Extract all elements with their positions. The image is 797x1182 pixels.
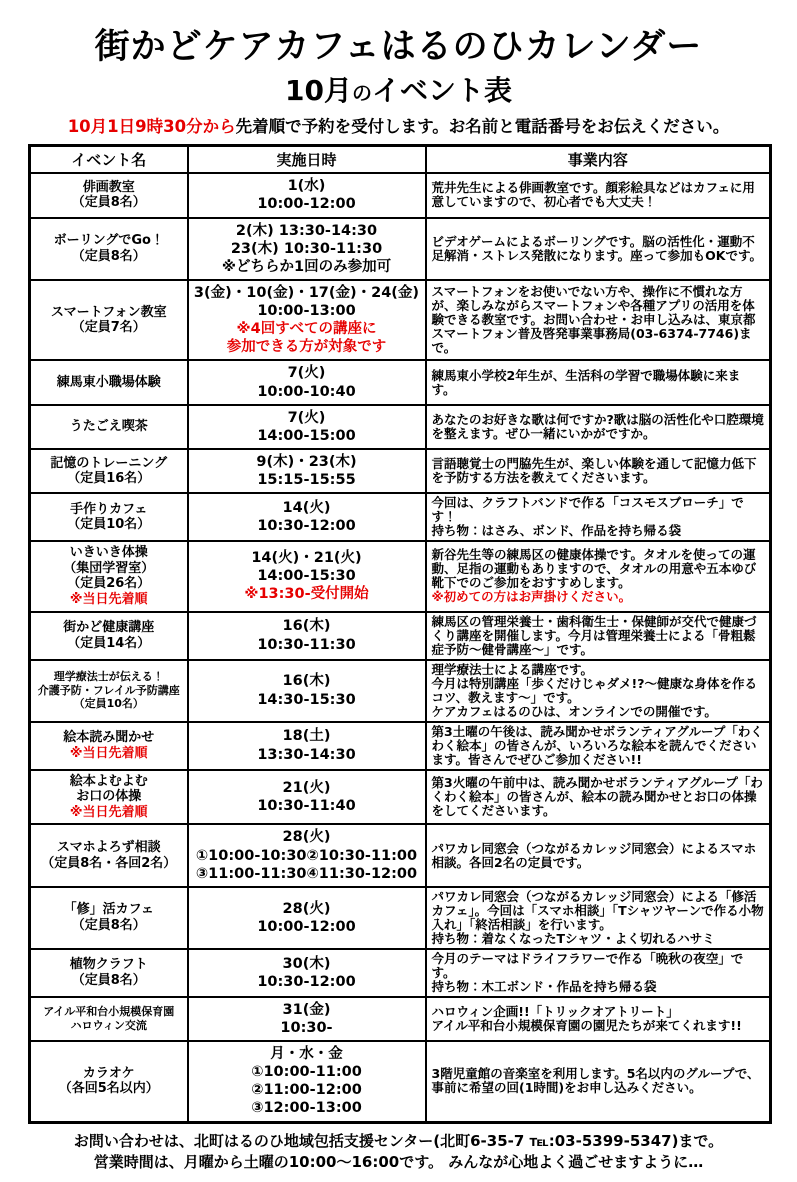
cell-line: 練馬区の管理栄養士・歯科衛生士・保健師が交代で健康づくり講座を開催します。今月は管理栄養士による「骨粗鬆症予防～健骨講座～」です。 (431, 613, 757, 657)
cell-line: 23(木) 10:30-11:30 (230, 240, 383, 257)
cell-line: カラオケ (82, 1065, 135, 1081)
cell-line: 14(火)・21(火) (251, 550, 362, 567)
cell-line: 10:30-11:30 (257, 636, 356, 653)
cell-line: 15:15-15:55 (257, 472, 356, 489)
schedule-cell (188, 722, 426, 770)
cell-line: （定員14名） (67, 635, 151, 651)
page-subtitle (28, 74, 769, 108)
table-row (30, 660, 771, 722)
footer-contact: お問い合わせは、北町はるのひ地域包括支援センター(北町6-35-7 ℡:03-5399-5347)まで。 (73, 1131, 724, 1150)
cell-line: 14:30-15:30 (257, 691, 356, 708)
cell-line: ①10:00-11:00 (251, 1064, 362, 1081)
cell-line: ケアカフェはるのひは、オンラインでの開催です。 (431, 703, 717, 719)
cell-line: （定員8名・各回2名） (41, 855, 177, 871)
cell-line: 31(金) (282, 1001, 331, 1018)
description-cell (426, 722, 771, 770)
cell-line: 今回は、クラフトバンドで作る「コスモスブローチ」です！ (431, 495, 744, 525)
cell-line: 10:00-13:00 (257, 303, 356, 320)
cell-line: 18(土) (282, 728, 331, 745)
cell-line: （定員26名） (67, 576, 151, 592)
cell-line: 第3土曜の午後は、読み聞かせボランティアグループ「わくわく絵本」の皆さんが、いろいろな絵本を読んでくださいます。皆さんでぜひご参加ください!! (431, 723, 763, 767)
schedule-cell (188, 360, 426, 404)
header-event-name: イベント名 (30, 146, 188, 174)
table-row (30, 541, 771, 611)
cell-line: 10:00-10:40 (257, 383, 356, 400)
cell-line: 10:30- (280, 1019, 333, 1036)
cell-line: 絵本よむよむ (69, 773, 148, 789)
page-title: 街かどケアカフェはるのひカレンダー (94, 27, 703, 67)
event-table (28, 144, 772, 1123)
cell-line: 新谷先生等の練馬区の健康体操です。タオルを使っての運動、足指の運動もありますので、タオルの用意や五本ゆび靴下でのご参加をおすすめします。 (431, 547, 757, 591)
notice-body: 先着順で予約を受付します。お名前と電話番号をお伝えください。 (235, 117, 730, 137)
schedule-cell (188, 405, 426, 449)
schedule-cell (188, 824, 426, 886)
schedule-cell (188, 612, 426, 660)
description-cell (426, 887, 771, 949)
event-name-cell (30, 660, 188, 722)
cell-line: 13:30-14:30 (257, 746, 356, 763)
cell-line: ※4回すべての講座に (236, 321, 377, 338)
cell-line: 俳画教室 (82, 179, 135, 195)
description-cell (426, 218, 771, 280)
event-name-cell (30, 612, 188, 660)
event-name-cell (30, 887, 188, 949)
cell-line: （定員10名） (67, 517, 151, 533)
table-row (30, 722, 771, 770)
cell-line: ※当日先着順 (69, 745, 148, 761)
header-schedule: 実施日時 (188, 146, 426, 174)
cell-line: お口の体操 (76, 789, 142, 805)
cell-line: 「修」活カフェ (63, 902, 154, 918)
description-cell (426, 770, 771, 825)
schedule-cell (188, 1041, 426, 1122)
cell-line: 今月は特別講座「歩くだけじゃダメ!?～健康な身体を作るコツ、教えます～」です。 (431, 675, 757, 705)
cell-line: 荒井先生による俳画教室です。顔彩絵具などはカフェに用意していますので、初心者でも大丈夫！ (431, 180, 755, 210)
cell-line: 手作りカフェ (70, 501, 148, 517)
event-table-body (30, 173, 771, 1122)
cell-line: ※当日先着順 (69, 592, 148, 607)
cell-line: （定員8名） (71, 248, 146, 264)
cell-line: スマホよろず相談 (56, 839, 161, 855)
description-cell (426, 173, 771, 217)
cell-line: ハロウィン企画!!「トリックオアトリート」 (431, 1003, 679, 1019)
description-cell (426, 824, 771, 886)
event-name-cell (30, 493, 188, 541)
cell-line: 絵本読み聞かせ (63, 730, 155, 745)
cell-line: 28(火) (282, 829, 331, 846)
cell-line: 記憶のトレーニング (50, 455, 168, 471)
description-cell (426, 493, 771, 541)
cell-line: いきいき体操 (69, 545, 148, 561)
description-cell (426, 660, 771, 722)
schedule-cell (188, 218, 426, 280)
schedule-cell (188, 887, 426, 949)
schedule-cell (188, 997, 426, 1041)
event-name-cell (30, 1041, 188, 1122)
description-cell (426, 360, 771, 404)
event-name-cell (30, 173, 188, 217)
cell-line: 7(火) (287, 409, 326, 426)
footer-hours: 営業時間は、月曜から土曜の10:00～16:00です。 みんなが心地よく過ごせますように… (93, 1153, 704, 1172)
cell-line: ハロウィン交流 (70, 1018, 147, 1032)
cell-line: 理学療法士による講座です。 (431, 661, 594, 677)
cell-line: 3(金)・10(金)・17(金)・24(金) (193, 284, 420, 301)
table-row (30, 360, 771, 404)
event-name-cell (30, 997, 188, 1041)
cell-line: 介護予防・フレイル予防講座 (37, 683, 180, 697)
event-name-cell (30, 405, 188, 449)
table-row (30, 612, 771, 660)
cell-line: 2(木) 13:30-14:30 (235, 222, 378, 239)
table-header-row (30, 146, 771, 174)
cell-line: あなたのお好きな歌は何ですか?歌は脳の活性化や口腔環境を整えます。ぜひ一緒にいかがですか。 (431, 411, 764, 441)
cell-line: 14(火) (282, 500, 331, 517)
cell-line: 30(木) (282, 955, 331, 972)
cell-line: 言語聴覚士の門脇先生が、楽しい体験を通して記憶力低下を予防する方法を教えてくださいます。 (431, 456, 757, 486)
cell-line: （定員16名） (67, 471, 151, 487)
table-row (30, 1041, 771, 1122)
cell-line: 10:30-12:00 (257, 973, 356, 990)
cell-line: 持ち物：木工ボンド・作品を持ち帰る袋 (431, 978, 657, 994)
cell-line: 持ち物：着なくなったTシャツ・よく切れるハサミ (431, 930, 715, 946)
cell-line: 10:30-11:40 (257, 797, 356, 814)
schedule-cell (188, 660, 426, 722)
cell-line: 10:00-12:00 (257, 918, 356, 935)
cell-line: 練馬東小職場体験 (56, 374, 161, 390)
subtitle-rest: イベント表 (371, 73, 512, 107)
cell-line: ※当日先着順 (69, 804, 148, 820)
cell-line: 1(水) (287, 178, 326, 195)
description-cell (426, 1041, 771, 1122)
cell-line: 3階児童館の音楽室を利用します。5名以内のグループで、事前に希望の回(1時間)をお申し込みください。 (431, 1066, 760, 1096)
cell-line: ③11:00-11:30④11:30-12:00 (195, 865, 418, 882)
cell-line: ②11:00-12:00 (251, 1082, 362, 1099)
cell-line: 参加できる方が対象です (226, 339, 387, 356)
event-name-cell (30, 280, 188, 361)
schedule-cell (188, 173, 426, 217)
event-name-cell (30, 949, 188, 997)
description-cell (426, 949, 771, 997)
cell-line: （定員10名） (73, 697, 144, 711)
event-name-cell (30, 360, 188, 404)
description-cell (426, 449, 771, 493)
table-row (30, 824, 771, 886)
subtitle-particle: の (351, 80, 372, 105)
description-cell (426, 405, 771, 449)
cell-line: スマートフォン教室 (50, 304, 167, 320)
cell-line: ※どちらか1回のみ参加可 (221, 258, 392, 275)
cell-line: 今月のテーマはドライフラワーで作る「晩秋の夜空」です。 (431, 950, 744, 980)
table-row (30, 887, 771, 949)
schedule-cell (188, 949, 426, 997)
table-row (30, 949, 771, 997)
table-row (30, 405, 771, 449)
cell-line: 練馬東小学校2年生が、生活科の学習で職場体験に来ます。 (431, 367, 741, 397)
event-name-cell (30, 449, 188, 493)
cell-line: うたごえ喫茶 (69, 419, 148, 435)
cell-line: ボーリングでGo！ (53, 233, 164, 249)
table-row (30, 173, 771, 217)
event-name-cell (30, 770, 188, 825)
cell-line: 16(木) (282, 618, 331, 635)
table-row (30, 218, 771, 280)
cell-line: 14:00-15:00 (257, 427, 356, 444)
cell-line: （定員7名） (71, 320, 146, 336)
description-cell (426, 541, 771, 611)
schedule-cell (188, 449, 426, 493)
cell-line: 植物クラフト (69, 957, 148, 973)
event-name-cell (30, 541, 188, 611)
cell-line: （集団学習室） (63, 560, 155, 576)
cell-line: 14:00-15:30 (257, 568, 356, 585)
cell-line: パワカレ同窓会（つながるカレッジ同窓会）によるスマホ相談。各回2名の定員です。 (431, 840, 757, 870)
cell-line: 持ち物：はさみ、ボンド、作品を持ち帰る袋 (431, 523, 682, 539)
schedule-cell (188, 493, 426, 541)
subtitle-month: 10月 (285, 73, 352, 107)
cell-line: 理学療法士が伝える！ (53, 669, 164, 683)
cell-line: （定員8名） (71, 195, 146, 211)
schedule-cell (188, 280, 426, 361)
schedule-cell (188, 541, 426, 611)
cell-line: パワカレ同窓会（つながるカレッジ同窓会）による「修活カフェ」。今回は「スマホ相談」「Tシャツヤーンで作る小物入れ」「終活相談」を行います。 (431, 888, 764, 932)
table-row (30, 493, 771, 541)
cell-line: （定員8名） (71, 972, 146, 988)
cell-line: ※13:30-受付開始 (244, 586, 369, 603)
cell-line: アイル平和台小規模保育園 (43, 1005, 175, 1019)
schedule-cell (188, 770, 426, 825)
table-row (30, 997, 771, 1041)
notice-highlight: 10月1日9時30分から (67, 117, 236, 137)
cell-line: 28(火) (282, 900, 331, 917)
cell-line: 7(火) (287, 365, 326, 382)
cell-line: （各回5名以内） (58, 1081, 159, 1097)
cell-line: 21(火) (282, 779, 331, 796)
cell-line: 10:30-12:00 (257, 518, 356, 535)
table-row (30, 280, 771, 361)
description-cell (426, 997, 771, 1041)
cell-line: 月・水・金 (270, 1046, 343, 1062)
cell-line: 9(木)・23(木) (256, 453, 357, 470)
table-row (30, 770, 771, 825)
cell-line: スマートフォンをお使いでない方や、操作に不慣れな方が、楽しみながらスマートフォンや各種アプリの活用を体験できる教室です。お問い合わせ・お申し込みは、東京都スマートフォン普及啓発事業事務局(03-6374-7746)まで。 (431, 284, 756, 356)
cell-line: ①10:00-10:30②10:30-11:00 (195, 847, 418, 864)
header-description: 事業内容 (426, 146, 771, 174)
cell-line: ③12:00-13:00 (251, 1100, 362, 1117)
table-row (30, 449, 771, 493)
description-cell (426, 280, 771, 361)
event-name-cell (30, 824, 188, 886)
event-name-cell (30, 218, 188, 280)
cell-line: ビデオゲームによるボーリングです。脳の活性化・運動不足解消・ストレス発散になります。座って参加もOKです。 (431, 233, 762, 263)
cell-line: ※初めての方はお声掛けください。 (431, 589, 632, 605)
cell-line: 街かど健康講座 (63, 620, 155, 635)
reservation-notice (28, 113, 769, 137)
page-footer (28, 1131, 769, 1175)
cell-line: （定員8名） (71, 917, 146, 933)
cell-line: 第3火曜の午前中は、読み聞かせボランティアグループ「わくわく絵本」の皆さんが、絵本の読み聞かせとお口の体操をしてくださいます。 (431, 774, 763, 818)
event-name-cell (30, 722, 188, 770)
cell-line: 16(木) (282, 673, 331, 690)
cell-line: アイル平和台小規模保育園の園児たちが来てくれます!! (431, 1017, 742, 1033)
description-cell (426, 612, 771, 660)
cell-line: 10:00-12:00 (257, 196, 356, 213)
